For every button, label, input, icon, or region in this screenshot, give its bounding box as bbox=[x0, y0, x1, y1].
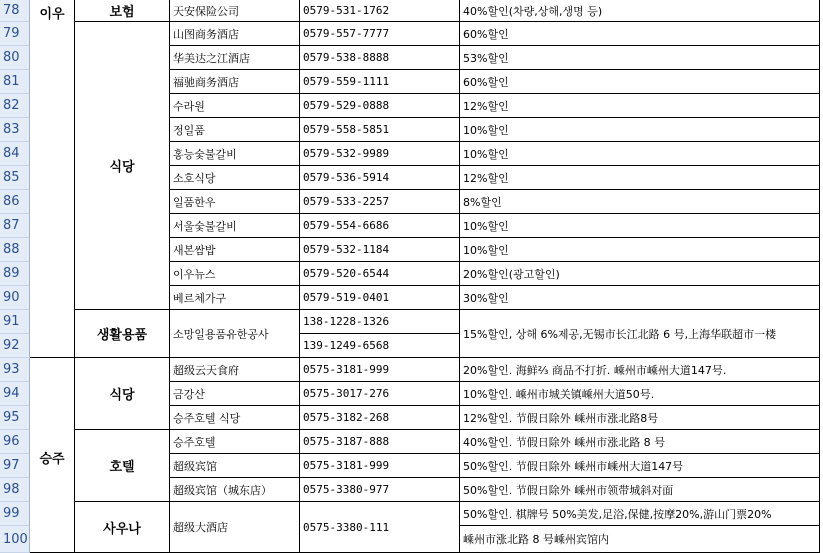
phone-cell[interactable]: 0579-532-1184 bbox=[300, 238, 460, 262]
discount-note-cell[interactable]: 20%할인(광고할인) bbox=[460, 262, 820, 286]
business-name-cell[interactable]: 超级大酒店 bbox=[170, 502, 300, 553]
row-header[interactable]: 85 bbox=[0, 166, 30, 190]
row-header[interactable]: 91 bbox=[0, 310, 30, 334]
discount-note-cell[interactable]: 8%할인 bbox=[460, 190, 820, 214]
category-cell[interactable]: 식당 bbox=[75, 358, 170, 430]
business-name-cell[interactable]: 승주호텔 식당 bbox=[170, 406, 300, 430]
discount-note-cell[interactable]: 60%할인 bbox=[460, 22, 820, 46]
row-header[interactable]: 97 bbox=[0, 454, 30, 478]
business-name-cell[interactable]: 이우뉴스 bbox=[170, 262, 300, 286]
category-cell[interactable]: 호텔 bbox=[75, 430, 170, 502]
business-name-cell[interactable]: 베르체가구 bbox=[170, 286, 300, 310]
phone-cell[interactable]: 0579-557-7777 bbox=[300, 22, 460, 46]
business-name-cell[interactable]: 정일품 bbox=[170, 118, 300, 142]
discount-note-cell[interactable]: 50%할인. 节假日除外 嵊州市嵊州大道147号 bbox=[460, 454, 820, 478]
phone-cell[interactable]: 0579-531-1762 bbox=[300, 0, 460, 22]
phone-cell[interactable]: 0575-3181-999 bbox=[300, 358, 460, 382]
business-name-cell[interactable]: 超级云天食府 bbox=[170, 358, 300, 382]
business-name-cell[interactable]: 금강산 bbox=[170, 382, 300, 406]
business-name-cell[interactable]: 华美达之江酒店 bbox=[170, 46, 300, 70]
row-header[interactable]: 100 bbox=[0, 526, 30, 553]
discount-note-cell[interactable]: 10%할인 bbox=[460, 142, 820, 166]
phone-cell[interactable]: 0579-559-1111 bbox=[300, 70, 460, 94]
business-name-cell[interactable]: 홍능숯불갈비 bbox=[170, 142, 300, 166]
phone-cell[interactable]: 0575-3182-268 bbox=[300, 406, 460, 430]
row-header[interactable]: 90 bbox=[0, 286, 30, 310]
business-name-cell[interactable]: 山图商务酒店 bbox=[170, 22, 300, 46]
discount-note-cell[interactable]: 10%할인 bbox=[460, 214, 820, 238]
phone-cell[interactable]: 139-1249-6568 bbox=[300, 334, 460, 358]
discount-note-cell[interactable]: 50%할인. 节假日除外 嵊州市领带城斜对面 bbox=[460, 478, 820, 502]
business-name-cell[interactable]: 소호식당 bbox=[170, 166, 300, 190]
phone-cell[interactable]: 0579-520-6544 bbox=[300, 262, 460, 286]
row-header[interactable]: 99 bbox=[0, 502, 30, 526]
discount-note-cell[interactable]: 10%할인. 嵊州市城关镇嵊州大道50号. bbox=[460, 382, 820, 406]
region-cell[interactable]: 승주 bbox=[30, 358, 75, 553]
category-cell[interactable]: 사우나 bbox=[75, 502, 170, 553]
row-header[interactable]: 95 bbox=[0, 406, 30, 430]
business-name-cell[interactable]: 天安保险公司 bbox=[170, 0, 300, 22]
row-header[interactable]: 93 bbox=[0, 358, 30, 382]
row-header[interactable]: 96 bbox=[0, 430, 30, 454]
business-name-cell[interactable]: 소망일용품유한공사 bbox=[170, 310, 300, 358]
business-name-cell[interactable]: 서울숯불갈비 bbox=[170, 214, 300, 238]
row-header[interactable]: 80 bbox=[0, 46, 30, 70]
row-header[interactable]: 87 bbox=[0, 214, 30, 238]
phone-cell[interactable]: 0579-536-5914 bbox=[300, 166, 460, 190]
discount-note-cell[interactable]: 10%할인 bbox=[460, 118, 820, 142]
discount-note-cell[interactable]: 60%할인 bbox=[460, 70, 820, 94]
category-cell[interactable]: 보험 bbox=[75, 0, 170, 22]
discount-note-cell[interactable]: 40%할인. 节假日除外 嵊州市涨北路 8 号 bbox=[460, 430, 820, 454]
discount-note-cell[interactable]: 12%할인 bbox=[460, 166, 820, 190]
phone-cell[interactable]: 0575-3181-999 bbox=[300, 454, 460, 478]
category-cell[interactable]: 생활용품 bbox=[75, 310, 170, 358]
business-name-cell[interactable]: 福驰商务酒店 bbox=[170, 70, 300, 94]
phone-cell[interactable]: 0579-538-8888 bbox=[300, 46, 460, 70]
row-header[interactable]: 86 bbox=[0, 190, 30, 214]
phone-cell[interactable]: 0579-554-6686 bbox=[300, 214, 460, 238]
discount-note-cell[interactable]: 15%할인, 상해 6%제공,无锡市长江北路 6 号,上海华联超市一楼 bbox=[460, 310, 820, 358]
discount-note-cell[interactable]: 53%할인 bbox=[460, 46, 820, 70]
discount-note-cell[interactable]: 50%할인. 棋牌号 50%美发,足浴,保健,按摩20%,游山门票20% bbox=[460, 502, 820, 526]
phone-cell[interactable]: 0575-3380-977 bbox=[300, 478, 460, 502]
row-header[interactable]: 79 bbox=[0, 22, 30, 46]
row-header[interactable]: 83 bbox=[0, 118, 30, 142]
row-header[interactable]: 88 bbox=[0, 238, 30, 262]
row-header[interactable]: 81 bbox=[0, 70, 30, 94]
row-header[interactable]: 82 bbox=[0, 94, 30, 118]
phone-cell[interactable]: 0575-3187-888 bbox=[300, 430, 460, 454]
business-name-cell[interactable]: 승주호텔 bbox=[170, 430, 300, 454]
phone-cell[interactable]: 0575-3380-111 bbox=[300, 502, 460, 553]
business-name-cell[interactable]: 일품한우 bbox=[170, 190, 300, 214]
region-cell[interactable]: 이우 bbox=[30, 0, 75, 358]
discount-note-cell[interactable]: 40%할인(차량,상해,생명 등) bbox=[460, 0, 820, 22]
business-name-cell[interactable]: 超级宾馆 bbox=[170, 454, 300, 478]
row-header[interactable]: 89 bbox=[0, 262, 30, 286]
phone-cell[interactable]: 0575-3017-276 bbox=[300, 382, 460, 406]
discount-note-cell[interactable]: 12%할인 bbox=[460, 94, 820, 118]
phone-cell[interactable]: 0579-558-5851 bbox=[300, 118, 460, 142]
business-name-cell[interactable]: 超级宾馆（城东店） bbox=[170, 478, 300, 502]
discount-note-cell[interactable]: 12%할인. 节假日除外 嵊州市涨北路8号 bbox=[460, 406, 820, 430]
phone-cell[interactable]: 0579-532-9989 bbox=[300, 142, 460, 166]
row-header[interactable]: 84 bbox=[0, 142, 30, 166]
category-cell[interactable]: 식당 bbox=[75, 22, 170, 310]
discount-note-cell[interactable]: 20%할인. 海鲜⅔ 商品不打折. 嵊州市嵊州大道147号. bbox=[460, 358, 820, 382]
phone-cell[interactable]: 0579-533-2257 bbox=[300, 190, 460, 214]
row-header[interactable]: 78 bbox=[0, 0, 30, 22]
row-header[interactable]: 98 bbox=[0, 478, 30, 502]
phone-cell[interactable]: 138-1228-1326 bbox=[300, 310, 460, 334]
phone-cell[interactable]: 0579-519-0401 bbox=[300, 286, 460, 310]
business-name-cell[interactable]: 수라원 bbox=[170, 94, 300, 118]
row-header[interactable]: 92 bbox=[0, 334, 30, 358]
discount-note-cell[interactable]: 30%할인 bbox=[460, 286, 820, 310]
discount-note-cell[interactable]: 10%할인 bbox=[460, 238, 820, 262]
row-header[interactable]: 94 bbox=[0, 382, 30, 406]
business-name-cell[interactable]: 새본쌈밥 bbox=[170, 238, 300, 262]
discount-note-cell[interactable]: 嵊州市涨北路 8 号嵊州宾馆内 bbox=[460, 526, 820, 553]
phone-cell[interactable]: 0579-529-0888 bbox=[300, 94, 460, 118]
